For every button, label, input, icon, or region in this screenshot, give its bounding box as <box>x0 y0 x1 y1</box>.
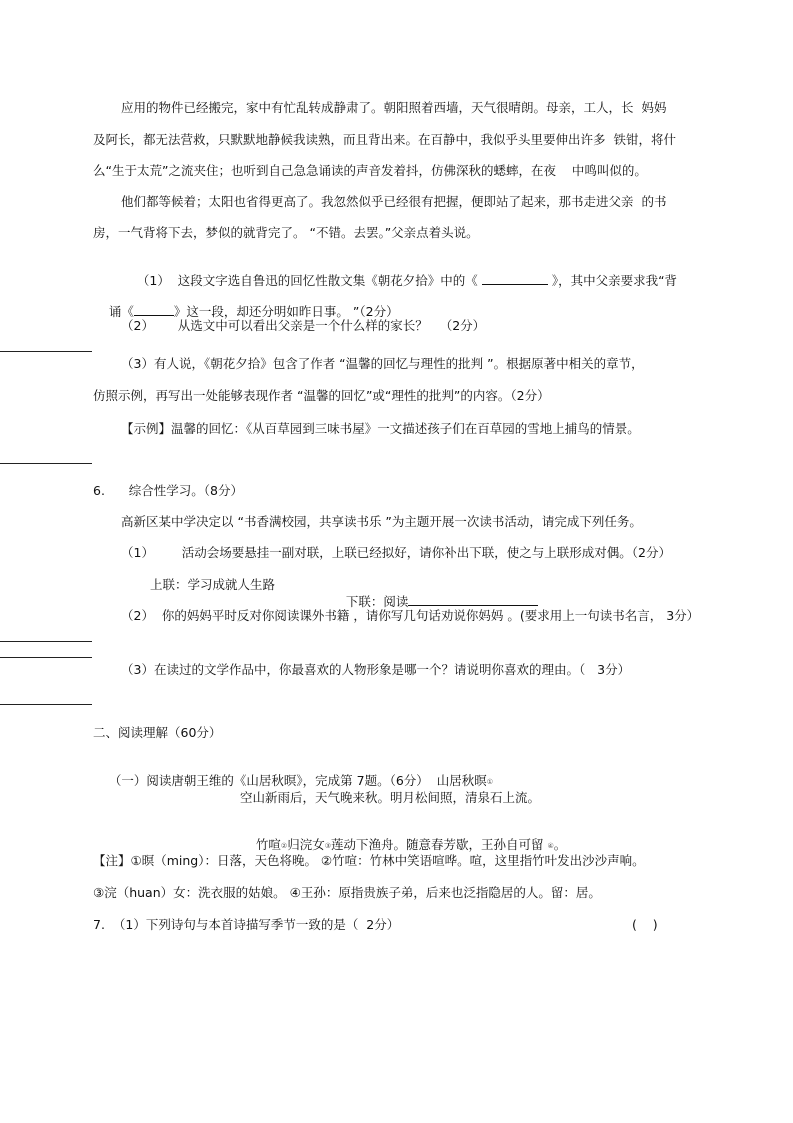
answer-line[interactable] <box>0 641 92 642</box>
footnote-mark: ① <box>486 778 494 786</box>
part-intro: （一）阅读唐朝王维的《山居秋暝》，完成第 7题。（6分） 山居秋暝 <box>108 773 487 788</box>
question-7: 7. （1）下列诗句与本首诗描写季节一致的是（ 2分） <box>93 917 400 932</box>
answer-parenthesis[interactable]: ( ) <box>632 917 658 932</box>
poem-line: 竹喧②归浣女③莲动下渔舟。随意春芳歇，王孙自可留 ④。 <box>255 837 567 852</box>
text-line: 应用的物件已经搬完，家中有忙乱转成静肃了。朝阳照着西墙，天气很晴朗。母亲，工人，长 妈妈 <box>121 100 667 115</box>
text-line: 他们都等候着；太阳也省得更高了。我忽然似乎已经很有把握，便即站了起来，那书走进父亲 的书 <box>121 194 667 209</box>
question-text: 诵《 <box>108 304 134 319</box>
couplet-upper: 上联：学习成就人生路 <box>150 577 276 592</box>
answer-line[interactable] <box>0 657 92 658</box>
answer-line[interactable] <box>0 351 92 352</box>
footnote-mark: ④ <box>547 842 554 850</box>
part-heading: 二、阅读理解（60分） <box>93 725 222 740</box>
couplet-lower: 下联：阅读 <box>345 594 409 609</box>
question-text: 》这一段，却还分明如昨日事。 ”（2分） <box>173 304 399 319</box>
text-line: 么“生于太荒”之流夹住；也听到自己急急诵读的声音发着抖，仿佛深秋的蟋蟀，在夜 中鸣叫似的。 <box>93 163 647 178</box>
question-text: （3）有人说，《朝花夕拾》包含了作者 “温馨的回忆与理性的批判 ”。根据原著中相关的章节， <box>121 356 644 371</box>
question-text: （1） 这段文字选自鲁迅的回忆性散文集《朝花夕拾》中的《 <box>136 273 478 288</box>
answer-line[interactable] <box>0 463 92 464</box>
question-text: 仿照示例，再写出一处能够表现作者 “温馨的回忆”或“理性的批判”的内容。（2分） <box>93 388 550 403</box>
answer-blank[interactable] <box>408 593 538 606</box>
annotation-line: ③浣（huan）女：洗衣服的姑娘。 ④王孙：原指贵族子弟，后来也泛指隐居的人。留：居。 <box>93 885 601 900</box>
poem-line: 空山新雨后，天气晚来秋。明月松间照，清泉石上流。 <box>240 790 541 805</box>
text-line: 及阿长，都无法营救，只默默地静候我读熟，而且背出来。在百静中，我似乎头里要伸出许多 铁钳，将什 <box>93 132 676 147</box>
question-text: （1） 活动会场要悬挂一副对联，上联已经拟好，请你补出下联，使之与上联形成对偶。（2分） <box>121 545 671 560</box>
text-line: 房，一气背将下去，梦似的就背完了。 “不错。去罢。”父亲点着头说。 <box>93 225 479 240</box>
answer-blank[interactable] <box>482 272 548 285</box>
annotation-line: 【注】①暝（ming）：日落，天色将晚。 ②竹喧：竹林中笑语喧哗。喧，这里指竹叶发出沙沙声响。 <box>93 853 645 868</box>
question-2: （2） 从选文中可以看出父亲是一个什么样的家长？ （2分） <box>121 318 486 333</box>
answer-line[interactable] <box>0 704 92 705</box>
question-text: 》，其中父亲要求我“背 <box>551 273 678 288</box>
answer-blank[interactable] <box>134 303 174 316</box>
section-heading: 6. 综合性学习。（8分） <box>93 483 243 498</box>
question-text: （3）在读过的文学作品中，你最喜欢的人物形象是哪一个？请说明你喜欢的理由。（ 3分） <box>121 662 631 677</box>
footnote-mark: ② <box>280 842 288 850</box>
section-intro: 高新区某中学决定以 “书香满校园，共享读书乐 ”为主题开展一次读书活动，请完成下列任务。 <box>121 514 642 529</box>
question-text: （2） 你的妈妈平时反对你阅读课外书籍 ，请你写几句话劝说你妈妈 。(要求用上一句读书名言， 3分） <box>121 608 700 623</box>
example-text: 【示例】温馨的回忆：《从百草园到三味书屋》一文描述孩子们在百草园的雪地上捕鸟的情景。 <box>121 421 640 436</box>
footnote-mark: ③ <box>324 842 331 850</box>
